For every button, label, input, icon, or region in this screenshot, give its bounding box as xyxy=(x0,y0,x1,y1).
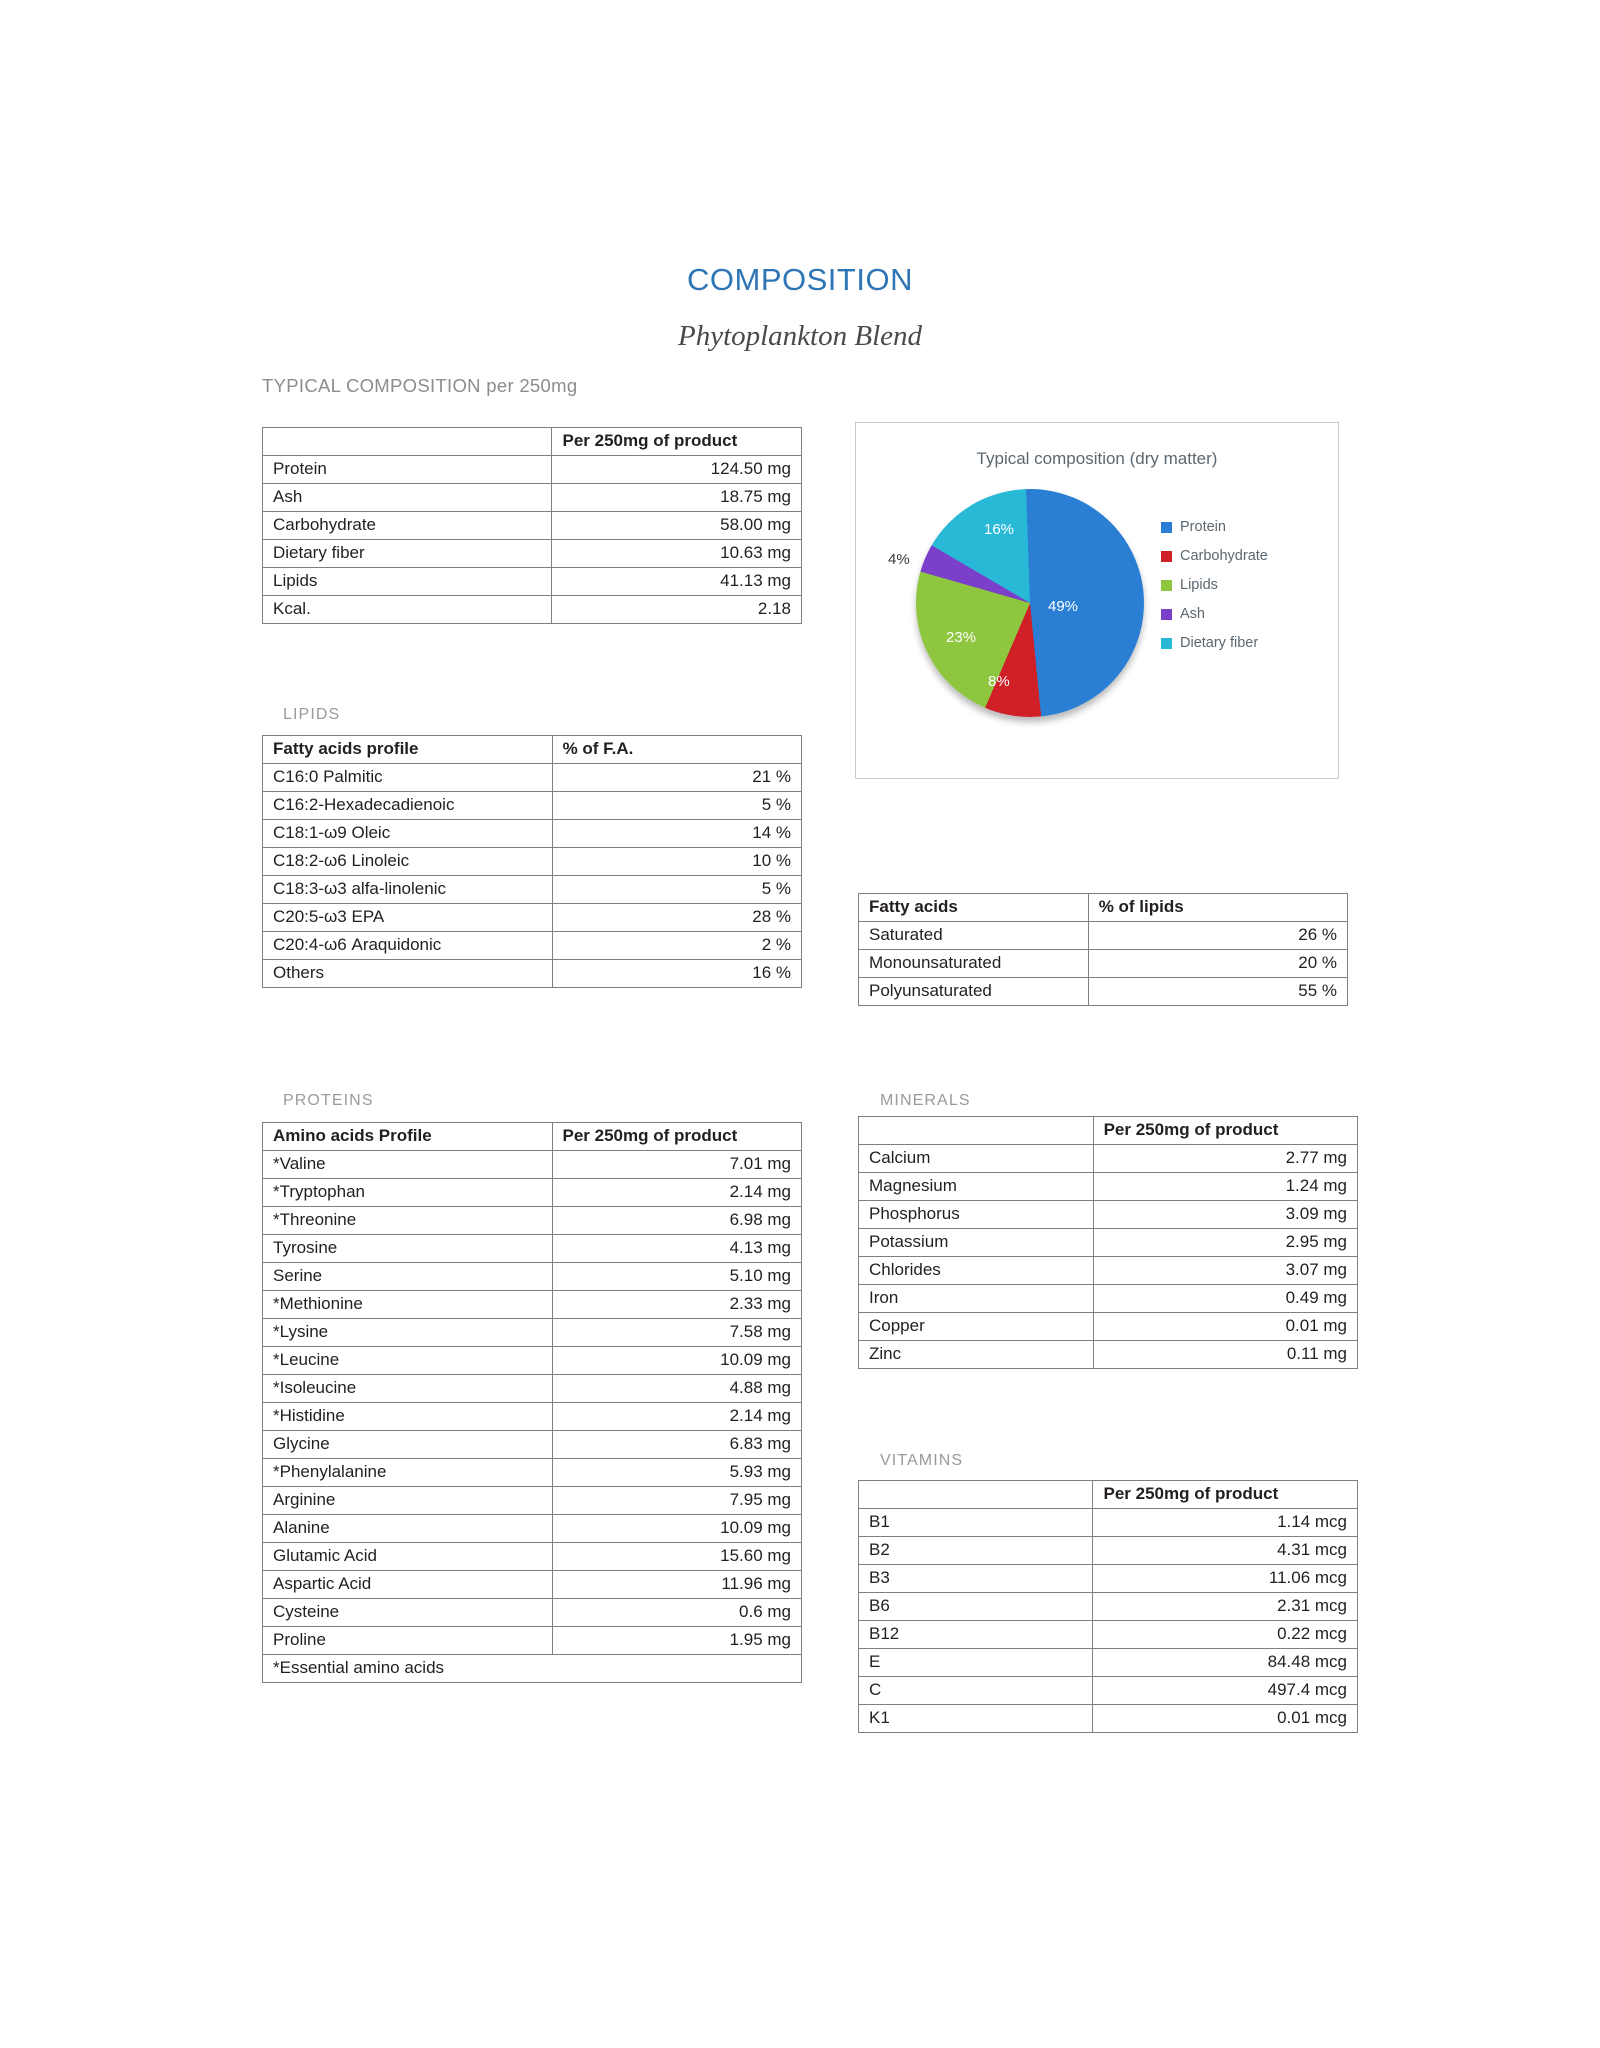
table-row xyxy=(263,1263,802,1291)
table-row xyxy=(263,876,802,904)
table-row xyxy=(859,1677,1358,1705)
typical-composition-table xyxy=(262,427,802,624)
row-label: Aspartic Acid xyxy=(263,1571,553,1599)
table-row xyxy=(263,1235,802,1263)
legend-label: Lipids xyxy=(1180,577,1218,593)
row-value: 497.4 mcg xyxy=(1093,1677,1358,1705)
row-label: K1 xyxy=(859,1705,1093,1733)
row-label: B12 xyxy=(859,1621,1093,1649)
table-row xyxy=(263,484,802,512)
pie-slice-label-carbohydrate: 8% xyxy=(988,673,1010,690)
legend-swatch-icon xyxy=(1161,609,1172,620)
row-value: 11.06 mcg xyxy=(1093,1565,1358,1593)
row-label: Calcium xyxy=(859,1145,1094,1173)
row-label: Ash xyxy=(263,484,552,512)
table-row xyxy=(859,1621,1358,1649)
table-row xyxy=(859,1537,1358,1565)
row-label: Alanine xyxy=(263,1515,553,1543)
row-label: *Histidine xyxy=(263,1403,553,1431)
row-label: B6 xyxy=(859,1593,1093,1621)
row-label: Chlorides xyxy=(859,1257,1094,1285)
composition-pie-chart xyxy=(855,422,1339,779)
row-label: Cysteine xyxy=(263,1599,553,1627)
row-label: *Isoleucine xyxy=(263,1375,553,1403)
row-label: Serine xyxy=(263,1263,553,1291)
row-value: 58.00 mg xyxy=(552,512,802,540)
row-value: 1.14 mcg xyxy=(1093,1509,1358,1537)
row-label: *Lysine xyxy=(263,1319,553,1347)
row-label: *Methionine xyxy=(263,1291,553,1319)
row-label: C20:5-ω3 EPA xyxy=(263,904,553,932)
table-row xyxy=(263,1179,802,1207)
minerals-table xyxy=(858,1116,1358,1369)
fatty-acids-summary-table xyxy=(858,893,1348,1006)
proteins-section-caption: PROTEINS xyxy=(283,1092,374,1109)
row-label: Phosphorus xyxy=(859,1201,1094,1229)
row-label: Arginine xyxy=(263,1487,553,1515)
legend-label: Protein xyxy=(1180,519,1226,535)
row-value: 5.93 mg xyxy=(552,1459,801,1487)
table-row xyxy=(859,1173,1358,1201)
chart-title: Typical composition (dry matter) xyxy=(976,449,1218,468)
row-value: 2 % xyxy=(552,932,801,960)
legend-item xyxy=(1161,577,1331,593)
row-label: Tyrosine xyxy=(263,1235,553,1263)
pie-slice-label-lipids: 23% xyxy=(946,629,977,646)
vitamins-header-blank xyxy=(859,1481,1093,1509)
table-row xyxy=(859,922,1348,950)
row-label: *Tryptophan xyxy=(263,1179,553,1207)
row-value: 14 % xyxy=(552,820,801,848)
row-value: 3.09 mg xyxy=(1093,1201,1357,1229)
fatty-acids-header-value: % of lipids xyxy=(1088,894,1347,922)
row-label: C20:4-ω6 Araquidonic xyxy=(263,932,553,960)
row-value: 55 % xyxy=(1088,978,1347,1006)
row-value: 6.98 mg xyxy=(552,1207,801,1235)
row-label: B1 xyxy=(859,1509,1093,1537)
table-row xyxy=(263,1403,802,1431)
row-value: 10.09 mg xyxy=(552,1515,801,1543)
table-row xyxy=(263,456,802,484)
page-title: COMPOSITION xyxy=(687,262,913,297)
table-header-row xyxy=(263,1123,802,1151)
table-row xyxy=(263,1207,802,1235)
row-value: 11.96 mg xyxy=(552,1571,801,1599)
row-label: Potassium xyxy=(859,1229,1094,1257)
row-label: Saturated xyxy=(859,922,1089,950)
legend-swatch-icon xyxy=(1161,551,1172,562)
row-value: 2.14 mg xyxy=(552,1179,801,1207)
row-value: 6.83 mg xyxy=(552,1431,801,1459)
table-row xyxy=(859,1313,1358,1341)
row-label: Iron xyxy=(859,1285,1094,1313)
proteins-header-value: Per 250mg of product xyxy=(552,1123,801,1151)
minerals-header-blank xyxy=(859,1117,1094,1145)
lipids-table xyxy=(262,735,802,988)
table-row xyxy=(859,1201,1358,1229)
pie-slice-label-dietary-fiber: 16% xyxy=(984,521,1015,538)
lipids-header-label: Fatty acids profile xyxy=(263,736,553,764)
table-row xyxy=(859,1341,1358,1369)
row-label: Polyunsaturated xyxy=(859,978,1089,1006)
table-row xyxy=(859,978,1348,1006)
vitamins-table xyxy=(858,1480,1358,1733)
row-label: *Phenylalanine xyxy=(263,1459,553,1487)
table-row xyxy=(263,540,802,568)
row-value: 1.95 mg xyxy=(552,1627,801,1655)
row-value: 10 % xyxy=(552,848,801,876)
row-value: 18.75 mg xyxy=(552,484,802,512)
table-row xyxy=(859,1593,1358,1621)
lipids-header-value: % of F.A. xyxy=(552,736,801,764)
row-label: Copper xyxy=(859,1313,1094,1341)
minerals-section-caption: MINERALS xyxy=(880,1092,971,1109)
row-value: 7.01 mg xyxy=(552,1151,801,1179)
table-row xyxy=(859,1705,1358,1733)
row-value: 5 % xyxy=(552,876,801,904)
table-row xyxy=(263,1599,802,1627)
row-label: C16:0 Palmitic xyxy=(263,764,553,792)
row-label: B2 xyxy=(859,1537,1093,1565)
row-value: 4.13 mg xyxy=(552,1235,801,1263)
table-row xyxy=(263,1543,802,1571)
row-value: 10.09 mg xyxy=(552,1347,801,1375)
row-label: Carbohydrate xyxy=(263,512,552,540)
row-label: Kcal. xyxy=(263,596,552,624)
row-label: Glycine xyxy=(263,1431,553,1459)
table-row xyxy=(263,820,802,848)
table-row xyxy=(859,1285,1358,1313)
table-header-row xyxy=(263,428,802,456)
table-header-row xyxy=(263,736,802,764)
legend-item xyxy=(1161,635,1331,651)
table-row xyxy=(263,904,802,932)
row-value: 7.95 mg xyxy=(552,1487,801,1515)
row-label: Magnesium xyxy=(859,1173,1094,1201)
legend-swatch-icon xyxy=(1161,580,1172,591)
row-value: 0.01 mcg xyxy=(1093,1705,1358,1733)
row-label: *Valine xyxy=(263,1151,553,1179)
row-value: 0.22 mcg xyxy=(1093,1621,1358,1649)
table-row xyxy=(263,1487,802,1515)
table-row xyxy=(859,1145,1358,1173)
row-value: 0.49 mg xyxy=(1093,1285,1357,1313)
row-value: 2.33 mg xyxy=(552,1291,801,1319)
table-row xyxy=(263,848,802,876)
table-row xyxy=(263,1431,802,1459)
legend-label: Dietary fiber xyxy=(1180,635,1259,651)
table-header-row xyxy=(859,894,1348,922)
table-row xyxy=(263,1627,802,1655)
typical-header-blank xyxy=(263,428,552,456)
row-label: Protein xyxy=(263,456,552,484)
legend-swatch-icon xyxy=(1161,638,1172,649)
table-row xyxy=(859,1509,1358,1537)
row-value: 4.31 mcg xyxy=(1093,1537,1358,1565)
legend-item xyxy=(1161,519,1331,535)
pie-area xyxy=(888,481,1148,746)
row-value: 3.07 mg xyxy=(1093,1257,1357,1285)
row-label: *Threonine xyxy=(263,1207,553,1235)
row-label: B3 xyxy=(859,1565,1093,1593)
row-value: 2.77 mg xyxy=(1093,1145,1357,1173)
chart-legend xyxy=(1161,519,1331,664)
legend-item xyxy=(1161,606,1331,622)
row-label: Zinc xyxy=(859,1341,1094,1369)
row-value: 0.01 mg xyxy=(1093,1313,1357,1341)
row-label: C18:2-ω6 Linoleic xyxy=(263,848,553,876)
legend-label: Carbohydrate xyxy=(1180,548,1268,564)
table-row xyxy=(263,1515,802,1543)
row-label: *Leucine xyxy=(263,1347,553,1375)
pie-graphic xyxy=(916,489,1144,717)
typical-header-value: Per 250mg of product xyxy=(552,428,802,456)
table-row xyxy=(263,1347,802,1375)
row-value: 5 % xyxy=(552,792,801,820)
row-label: Proline xyxy=(263,1627,553,1655)
lipids-section-caption: LIPIDS xyxy=(283,706,341,723)
pie-slice-label-ash: 4% xyxy=(888,551,910,568)
table-header-row xyxy=(859,1117,1358,1145)
essential-amino-acids-note: *Essential amino acids xyxy=(263,1655,802,1683)
table-row xyxy=(859,1649,1358,1677)
pie-slice-label-protein: 49% xyxy=(1048,598,1079,615)
row-label: C18:1-ω9 Oleic xyxy=(263,820,553,848)
table-row xyxy=(263,1571,802,1599)
row-value: 41.13 mg xyxy=(552,568,802,596)
proteins-header-label: Amino acids Profile xyxy=(263,1123,553,1151)
table-row xyxy=(263,568,802,596)
minerals-header-value: Per 250mg of product xyxy=(1093,1117,1357,1145)
table-row xyxy=(859,950,1348,978)
row-value: 124.50 mg xyxy=(552,456,802,484)
row-label: Monounsaturated xyxy=(859,950,1089,978)
row-label: Others xyxy=(263,960,553,988)
table-row xyxy=(263,1151,802,1179)
row-value: 2.31 mcg xyxy=(1093,1593,1358,1621)
table-row xyxy=(263,1319,802,1347)
row-value: 2.14 mg xyxy=(552,1403,801,1431)
row-label: C18:3-ω3 alfa-linolenic xyxy=(263,876,553,904)
fatty-acids-header-label: Fatty acids xyxy=(859,894,1089,922)
row-value: 26 % xyxy=(1088,922,1347,950)
row-value: 21 % xyxy=(552,764,801,792)
legend-item xyxy=(1161,548,1331,564)
row-value: 4.88 mg xyxy=(552,1375,801,1403)
row-value: 20 % xyxy=(1088,950,1347,978)
row-value: 28 % xyxy=(552,904,801,932)
table-row xyxy=(859,1229,1358,1257)
table-row xyxy=(263,1291,802,1319)
row-value: 84.48 mcg xyxy=(1093,1649,1358,1677)
table-row xyxy=(263,932,802,960)
row-label: Dietary fiber xyxy=(263,540,552,568)
legend-label: Ash xyxy=(1180,606,1205,622)
row-label: Glutamic Acid xyxy=(263,1543,553,1571)
row-value: 10.63 mg xyxy=(552,540,802,568)
legend-swatch-icon xyxy=(1161,522,1172,533)
table-header-row xyxy=(859,1481,1358,1509)
row-value: 0.6 mg xyxy=(552,1599,801,1627)
row-label: Lipids xyxy=(263,568,552,596)
row-label: E xyxy=(859,1649,1093,1677)
row-label: C16:2-Hexadecadienoic xyxy=(263,792,553,820)
table-footnote-row xyxy=(263,1655,802,1683)
row-value: 1.24 mg xyxy=(1093,1173,1357,1201)
table-row xyxy=(263,1375,802,1403)
row-value: 15.60 mg xyxy=(552,1543,801,1571)
table-row xyxy=(859,1257,1358,1285)
vitamins-header-value: Per 250mg of product xyxy=(1093,1481,1358,1509)
row-value: 16 % xyxy=(552,960,801,988)
row-value: 0.11 mg xyxy=(1093,1341,1357,1369)
row-value: 5.10 mg xyxy=(552,1263,801,1291)
table-row xyxy=(263,512,802,540)
lead-caption: TYPICAL COMPOSITION per 250mg xyxy=(262,375,578,396)
vitamins-section-caption: VITAMINS xyxy=(880,1452,964,1469)
row-value: 2.95 mg xyxy=(1093,1229,1357,1257)
amino-acids-table xyxy=(262,1122,802,1683)
table-row xyxy=(859,1565,1358,1593)
table-row xyxy=(263,960,802,988)
table-row xyxy=(263,596,802,624)
page-subtitle: Phytoplankton Blend xyxy=(677,320,923,352)
row-value: 2.18 xyxy=(552,596,802,624)
row-value: 7.58 mg xyxy=(552,1319,801,1347)
table-row xyxy=(263,792,802,820)
table-row xyxy=(263,764,802,792)
row-label: C xyxy=(859,1677,1093,1705)
table-row xyxy=(263,1459,802,1487)
